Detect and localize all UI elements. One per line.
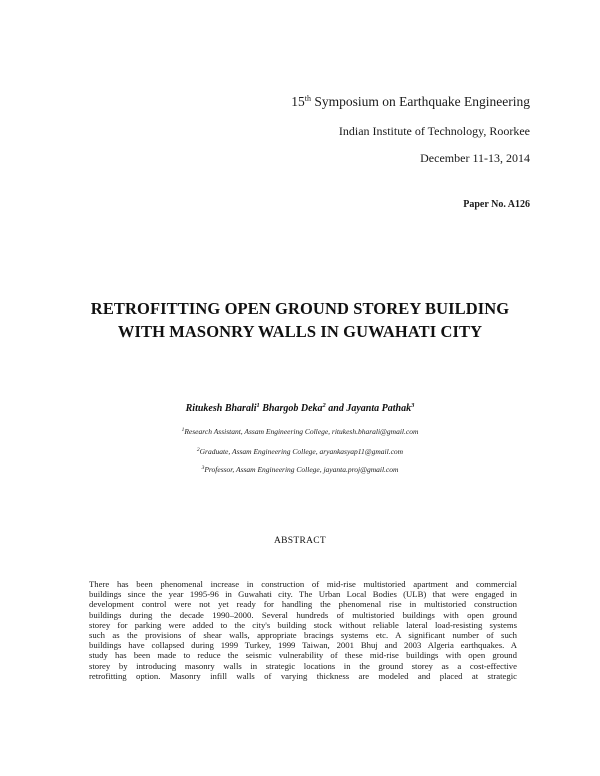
abstract-line: study has been made to reduce the seismic vulnerability of these mid-rise buildings with open ground <box>89 650 517 661</box>
abstract-line: such as the provisions of shear walls, appropriate bracings systems etc. A significant number of such <box>89 629 517 640</box>
author-3-name: Jayanta Pathak <box>346 403 412 414</box>
affiliation-3 <box>0 465 600 474</box>
affiliation-1-mark: 1 <box>181 427 185 433</box>
paper-number: Paper No. A126 <box>463 199 530 210</box>
affiliation-3-text: Professor, Assam Engineering College, jayanta.proj@gmail.com <box>204 465 399 474</box>
abstract-body <box>89 579 517 681</box>
abstract-line: development control were not yet ready for handling the phenomenal rise in multistoried construction <box>89 599 517 610</box>
affiliation-2-text: Graduate, Assam Engineering College, aryankasyap11@gmail.com <box>199 447 404 456</box>
institute-name: Indian Institute of Technology, Roorkee <box>338 124 530 138</box>
abstract-line: buildings since the year 1995-96 in Guwahati city. The Urban Local Bodies (ULB) that were engaged in <box>89 589 517 600</box>
author-1-name: Ritukesh Bharali <box>185 403 257 414</box>
conference-dates: December 11-13, 2014 <box>420 151 530 165</box>
symposium-name <box>291 94 530 110</box>
affiliation-1 <box>0 427 600 436</box>
symposium-ordinal: 15 <box>291 94 305 109</box>
abstract-line: buildings during the decade 1990–2000. Several hundreds of multistoried buildings with open ground <box>89 609 517 620</box>
abstract-heading: ABSTRACT <box>273 536 327 546</box>
affiliation-2-mark: 2 <box>196 447 200 453</box>
abstract-line: buildings have collapsed during 1999 Turkey, 1999 Taiwan, 2001 Bhuj and 2003 Algeria earthquakes. A <box>89 640 517 651</box>
symposium-title: Symposium on Earthquake Engineering <box>314 94 530 109</box>
symposium-ordinal-suffix: th <box>304 94 312 103</box>
abstract-line: retrofitting option. Masonry infill walls of varying thickness are modeled and placed at strategic <box>89 670 517 681</box>
author-conjunction: and <box>328 403 344 414</box>
author-2-mark: 2 <box>322 402 326 409</box>
affiliation-1-text: Research Assistant, Assam Engineering College, ritukesh.bharali@gmail.com <box>184 427 419 436</box>
affiliation-2 <box>0 447 600 456</box>
abstract-line: storey for parking were added to the city's building stock without reliable lateral load-resisting systems <box>89 619 517 630</box>
affiliation-3-mark: 3 <box>201 465 205 471</box>
abstract-line: There has been phenomenal increase in construction of mid-rise multistoried apartment and commercial <box>89 579 517 589</box>
author-2-name: Bhargob Deka <box>262 403 323 414</box>
paper-title-line-2: WITH MASONRY WALLS IN GUWAHATI CITY <box>117 322 483 341</box>
author-list <box>0 402 600 414</box>
author-1-mark: 1 <box>256 402 260 409</box>
author-3-mark: 3 <box>411 402 415 409</box>
abstract-line: storey by introducing masonry walls in strategic locations in the ground storey as a cost-effective <box>89 660 517 671</box>
paper-title-line-1: RETROFITTING OPEN GROUND STOREY BUILDING <box>90 299 510 318</box>
